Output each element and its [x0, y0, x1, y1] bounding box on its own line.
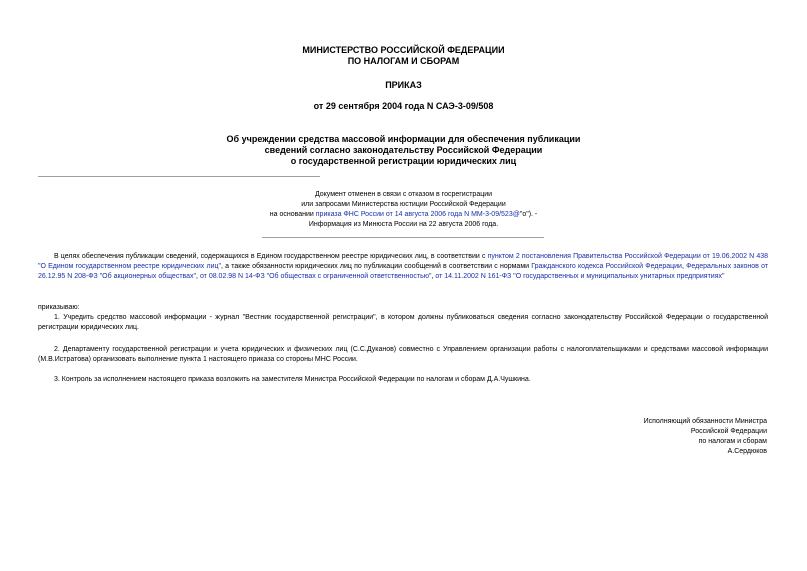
note-line3-suffix: "о"). - [519, 211, 538, 218]
intro-text-d: , [196, 273, 200, 280]
signature-line2: Российской Федерации [690, 428, 767, 435]
signature-line3: по налогам и сборам [698, 438, 767, 445]
intro-text-c: , [681, 263, 687, 270]
order-fns-link[interactable]: приказа ФНС России от 14 августа 2006 года N ММ-3-09/523@ [315, 211, 520, 218]
ministry-title-line2: ПО НАЛОГАМ И СБОРАМ [347, 56, 460, 66]
document-type: ПРИКАЗ [385, 80, 422, 90]
intro-text-e: , [431, 273, 436, 280]
llc-law-link[interactable]: от 08.02.98 N 14-ФЗ "Об обществах с ограниченной ответственностью" [199, 273, 432, 280]
order-word: приказываю: [38, 304, 80, 311]
intro-text-b: , а также обязанности юридических лиц по публикации сообщений в соответствии с нормами [221, 263, 532, 270]
order-item-2: 2. Департаменту государственной регистрации и учета юридических и физических лиц (С.С.Дуканов) совместно с Управлением организации работы с налогоплательщиками и средствами массовой информации (М.В.Истратова) организовать выполнение пункта 1 настоящего приказа со стороны МНС России. [38, 346, 768, 363]
civil-code-link[interactable]: Гражданского кодекса Российской Федерации [531, 263, 682, 270]
cancellation-note [0, 190, 807, 230]
note-divider-line [262, 237, 544, 238]
government-decree-link[interactable]: пунктом 2 постановления Правительства Российской Федерации от 19.06.2002 N 438 "О Едином государственном реестре юридических лиц" [38, 253, 768, 270]
unitary-enterprises-law-link[interactable]: от 14.11.2002 N 161-ФЗ "О государственных и муниципальных унитарных предприятиях" [435, 273, 725, 280]
note-line3 [0, 210, 807, 220]
order-item-3: 3. Контроль за исполнением настоящего приказа возложить на заместителя Министра Российской Федерации по налогам и сборам Д.А.Чушкина. [54, 376, 531, 383]
subject-line1: Об учреждении средства массовой информации для обеспечения публикации [226, 134, 581, 144]
subject-line3: о государственной регистрации юридических лиц [290, 156, 517, 166]
signature-name: А.Сердюков [727, 448, 767, 455]
note-line1: Документ отменен в связи с отказом в госрегистрации [314, 191, 493, 198]
document-date-number: от 29 сентября 2004 года N САЭ-3-09/508 [313, 101, 494, 111]
intro-text-a: В целях обеспечения публикации сведений, содержащихся в Едином государственном реестре юридических лиц, в соответствии с [54, 253, 488, 260]
note-line3-prefix: на основании [269, 211, 316, 218]
signature-line1: Исполняющий обязанности Министра [643, 418, 767, 425]
joint-stock-law-link[interactable]: Федеральных законов от 26.12.95 N 208-ФЗ "Об акционерных обществах" [38, 263, 769, 280]
intro-paragraph [38, 252, 768, 282]
order-item-1: 1. Учредить средство массовой информации - журнал "Вестник государственной регистрации", в котором должны публиковаться сведения согласно законодательству Российской Федерации о государственной регистрации юридических лиц. [38, 314, 768, 331]
signature-block [567, 417, 767, 457]
subject-line2: сведений согласно законодательству Российской Федерации [264, 145, 543, 155]
ministry-title [0, 45, 807, 67]
ministry-title-line1: МИНИСТЕРСТВО РОССИЙСКОЙ ФЕДЕРАЦИИ [302, 45, 505, 55]
note-line4: Информация из Минюста России на 22 августа 2006 года. [308, 221, 499, 228]
note-line2: или запросами Министерства юстиции Российской Федерации [301, 201, 506, 208]
document-subject [0, 134, 807, 167]
divider-line [38, 176, 320, 177]
